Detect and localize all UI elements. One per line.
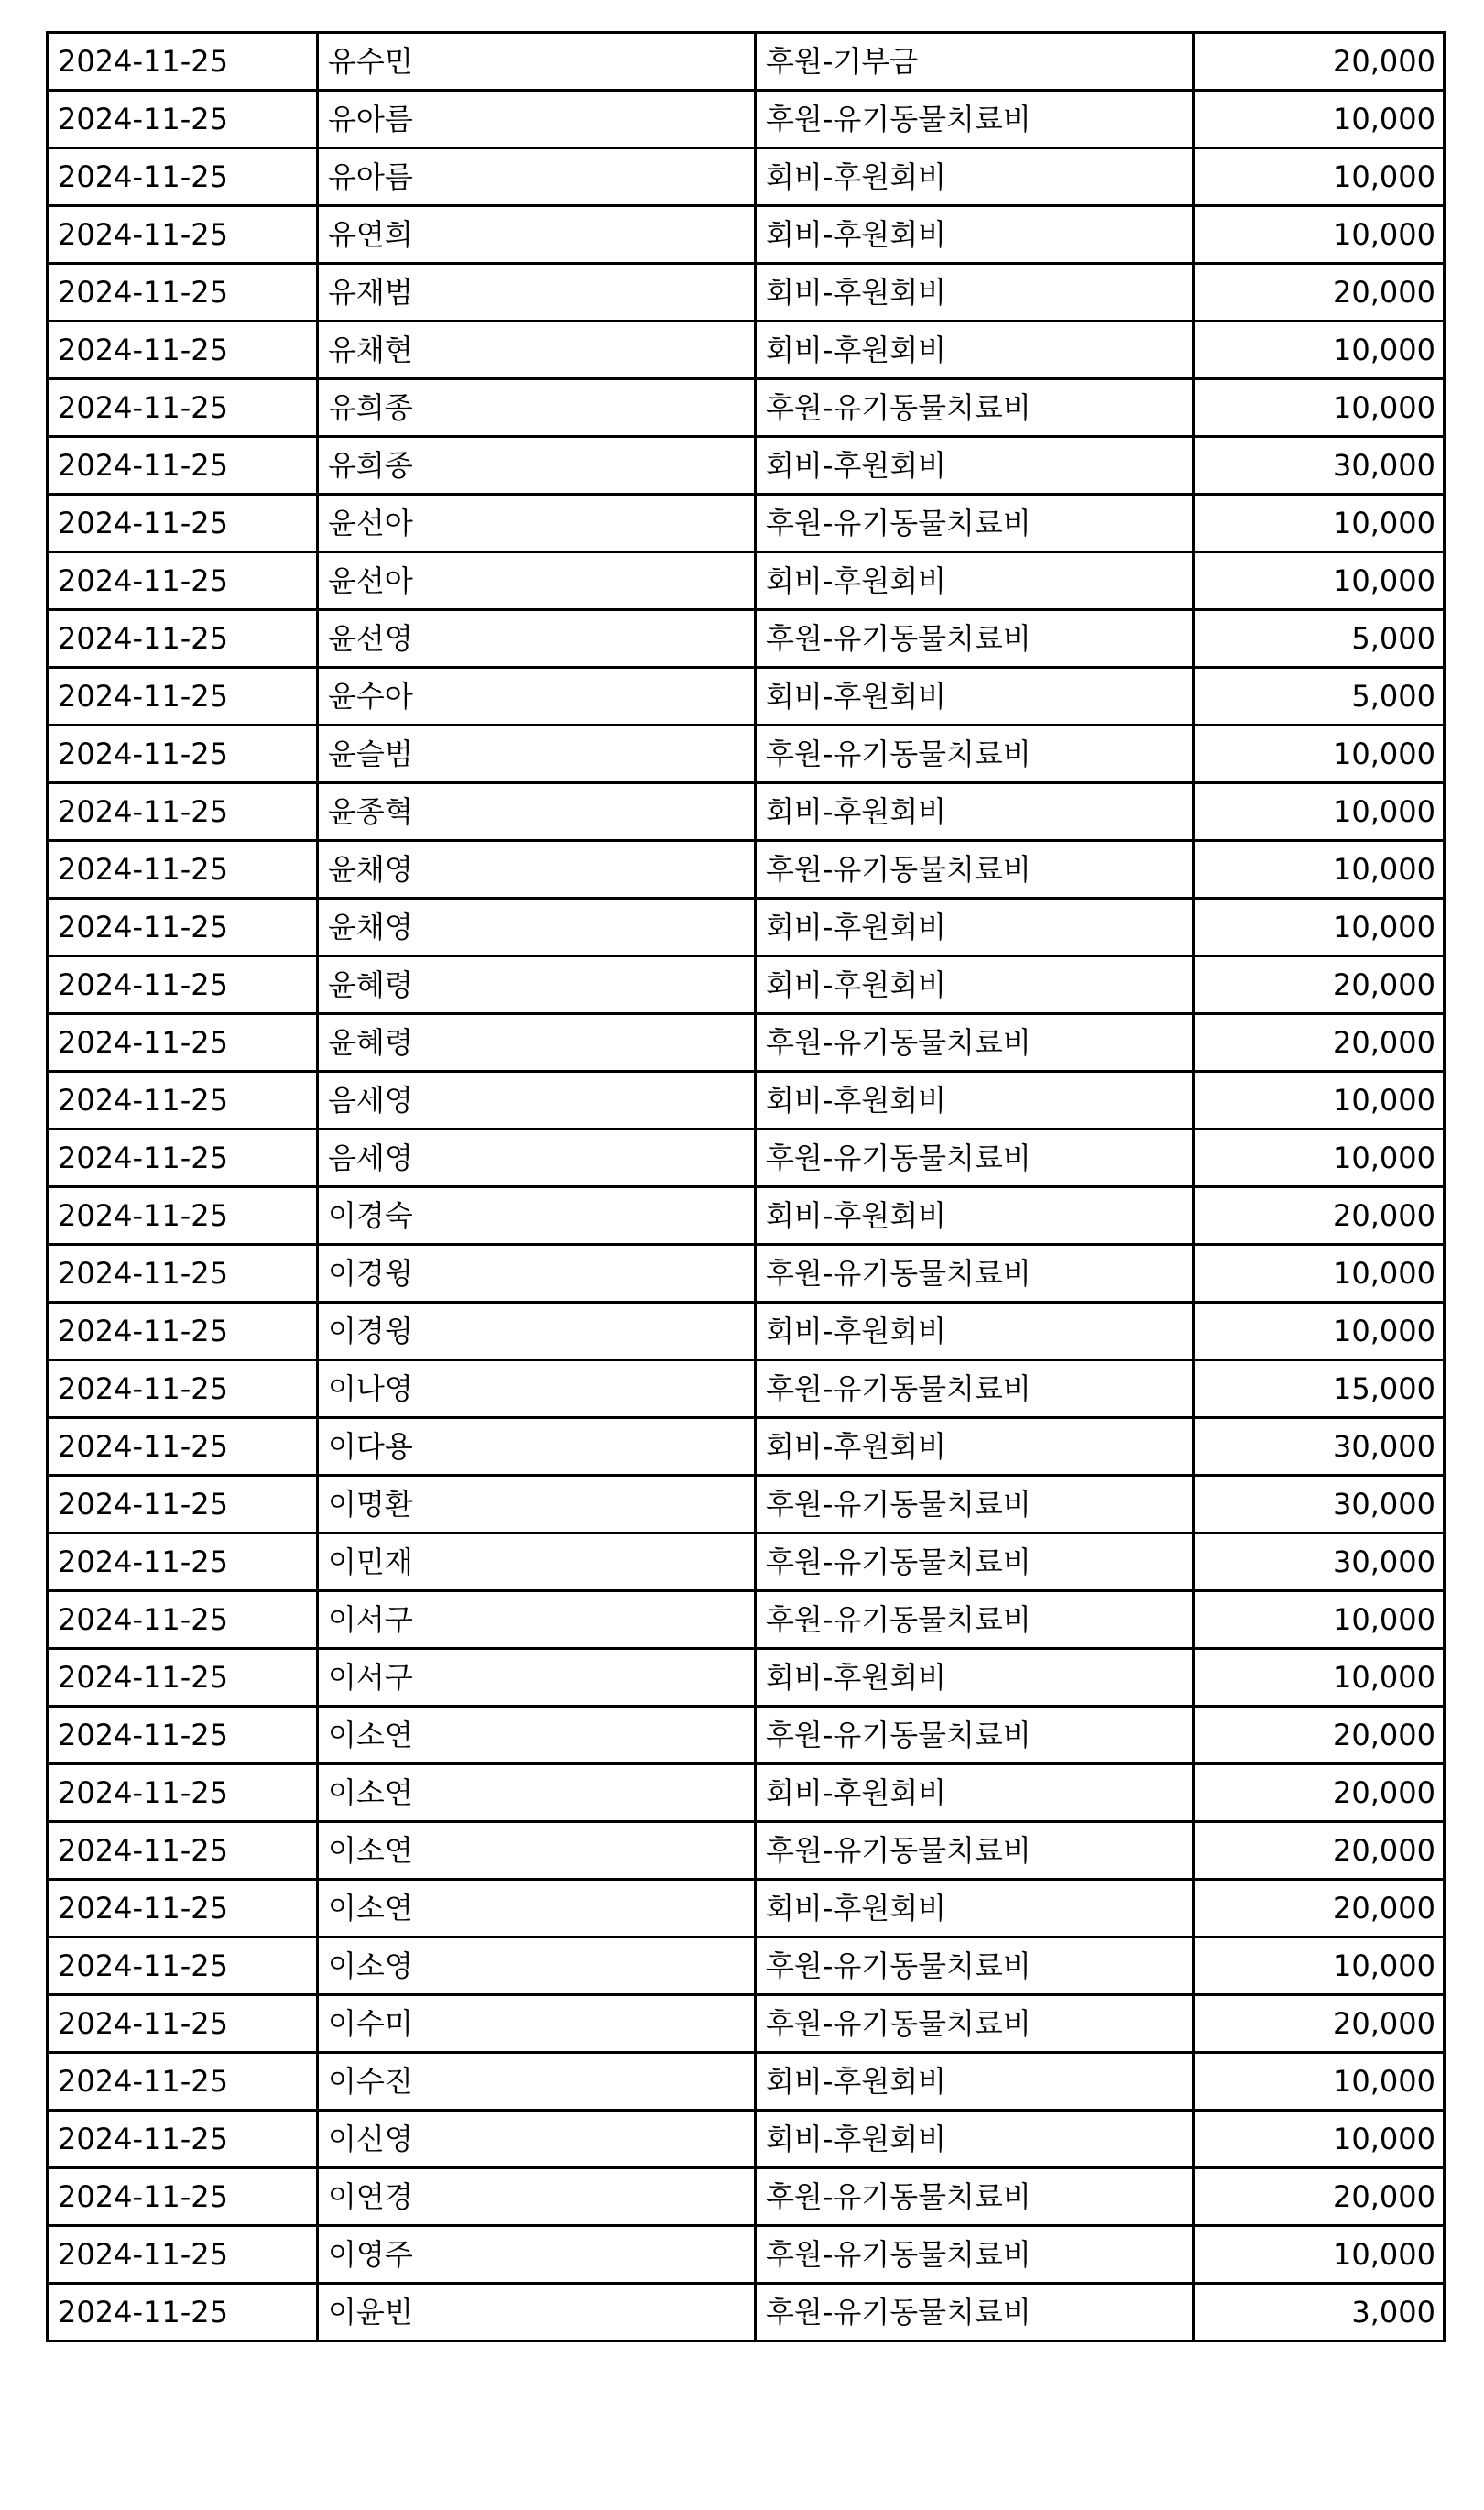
table-row: [48, 1995, 1445, 2053]
donor-name-cell: 이영주: [318, 2226, 756, 2284]
donor-name-cell: 유채현: [318, 322, 756, 379]
donor-name-cell: 이명환: [318, 1476, 756, 1533]
category-cell: 회비-후원회비: [756, 2111, 1194, 2168]
category-cell: 후원-유기동물치료비: [756, 1533, 1194, 1591]
table-row: [48, 1880, 1445, 1937]
amount-cell: 10,000: [1194, 379, 1445, 437]
table-row: [48, 2168, 1445, 2226]
date-cell: 2024-11-25: [48, 1937, 318, 1995]
table-row: [48, 1303, 1445, 1360]
date-cell: 2024-11-25: [48, 783, 318, 841]
category-cell: 회비-후원회비: [756, 1303, 1194, 1360]
date-cell: 2024-11-25: [48, 264, 318, 322]
amount-cell: 10,000: [1194, 1591, 1445, 1649]
table-row: [48, 956, 1445, 1014]
ledger-body: [48, 33, 1445, 2341]
amount-cell: 10,000: [1194, 2053, 1445, 2111]
donor-name-cell: 윤슬범: [318, 726, 756, 783]
donor-name-cell: 윤혜령: [318, 1014, 756, 1072]
donor-name-cell: 이서구: [318, 1591, 756, 1649]
date-cell: 2024-11-25: [48, 552, 318, 610]
category-cell: 후원-유기동물치료비: [756, 2284, 1194, 2341]
category-cell: 회비-후원회비: [756, 899, 1194, 956]
table-row: [48, 1937, 1445, 1995]
table-row: [48, 206, 1445, 264]
donor-name-cell: 이민재: [318, 1533, 756, 1591]
amount-cell: 10,000: [1194, 2111, 1445, 2168]
date-cell: 2024-11-25: [48, 610, 318, 668]
amount-cell: 20,000: [1194, 1707, 1445, 1764]
amount-cell: 10,000: [1194, 1649, 1445, 1707]
date-cell: 2024-11-25: [48, 1245, 318, 1303]
amount-cell: 30,000: [1194, 1476, 1445, 1533]
category-cell: 회비-후원회비: [756, 148, 1194, 206]
category-cell: 회비-후원회비: [756, 1880, 1194, 1937]
category-cell: 후원-유기동물치료비: [756, 1591, 1194, 1649]
table-row: [48, 610, 1445, 668]
amount-cell: 20,000: [1194, 1014, 1445, 1072]
amount-cell: 10,000: [1194, 495, 1445, 552]
date-cell: 2024-11-25: [48, 437, 318, 495]
donor-name-cell: 윤채영: [318, 899, 756, 956]
date-cell: 2024-11-25: [48, 1072, 318, 1130]
donor-name-cell: 이경윙: [318, 1303, 756, 1360]
donor-name-cell: 이나영: [318, 1360, 756, 1418]
category-cell: 후원-유기동물치료비: [756, 1360, 1194, 1418]
amount-cell: 20,000: [1194, 956, 1445, 1014]
category-cell: 후원-유기동물치료비: [756, 1707, 1194, 1764]
table-row: [48, 552, 1445, 610]
category-cell: 회비-후원회비: [756, 437, 1194, 495]
donor-name-cell: 이소영: [318, 1937, 756, 1995]
category-cell: 후원-기부금: [756, 33, 1194, 91]
table-row: [48, 1764, 1445, 1822]
date-cell: 2024-11-25: [48, 841, 318, 899]
category-cell: 후원-유기동물치료비: [756, 610, 1194, 668]
category-cell: 후원-유기동물치료비: [756, 379, 1194, 437]
donor-name-cell: 이소연: [318, 1764, 756, 1822]
table-row: [48, 1360, 1445, 1418]
donor-name-cell: 이경윙: [318, 1245, 756, 1303]
date-cell: 2024-11-25: [48, 1591, 318, 1649]
table-row: [48, 1130, 1445, 1187]
table-row: [48, 1476, 1445, 1533]
donor-name-cell: 윤수아: [318, 668, 756, 726]
donor-name-cell: 유수민: [318, 33, 756, 91]
table-row: [48, 2226, 1445, 2284]
date-cell: 2024-11-25: [48, 1533, 318, 1591]
date-cell: 2024-11-25: [48, 668, 318, 726]
category-cell: 회비-후원회비: [756, 264, 1194, 322]
date-cell: 2024-11-25: [48, 1303, 318, 1360]
donor-name-cell: 이소연: [318, 1880, 756, 1937]
date-cell: 2024-11-25: [48, 1764, 318, 1822]
donor-name-cell: 유희종: [318, 437, 756, 495]
date-cell: 2024-11-25: [48, 1476, 318, 1533]
category-cell: 후원-유기동물치료비: [756, 1014, 1194, 1072]
donor-name-cell: 유희종: [318, 379, 756, 437]
amount-cell: 3,000: [1194, 2284, 1445, 2341]
category-cell: 회비-후원회비: [756, 552, 1194, 610]
table-row: [48, 726, 1445, 783]
amount-cell: 10,000: [1194, 1937, 1445, 1995]
donor-name-cell: 이소연: [318, 1707, 756, 1764]
donor-name-cell: 윤선아: [318, 552, 756, 610]
date-cell: 2024-11-25: [48, 2284, 318, 2341]
amount-cell: 10,000: [1194, 206, 1445, 264]
table-row: [48, 1822, 1445, 1880]
date-cell: 2024-11-25: [48, 495, 318, 552]
table-row: [48, 1649, 1445, 1707]
donor-name-cell: 유재범: [318, 264, 756, 322]
donor-name-cell: 이수진: [318, 2053, 756, 2111]
donor-name-cell: 음세영: [318, 1130, 756, 1187]
donor-name-cell: 이윤빈: [318, 2284, 756, 2341]
amount-cell: 10,000: [1194, 2226, 1445, 2284]
table-row: [48, 322, 1445, 379]
date-cell: 2024-11-25: [48, 2111, 318, 2168]
category-cell: 회비-후원회비: [756, 1187, 1194, 1245]
date-cell: 2024-11-25: [48, 899, 318, 956]
donation-ledger-table: [46, 31, 1446, 2342]
table-row: [48, 1014, 1445, 1072]
category-cell: 후원-유기동물치료비: [756, 495, 1194, 552]
category-cell: 후원-유기동물치료비: [756, 1476, 1194, 1533]
category-cell: 회비-후원회비: [756, 668, 1194, 726]
date-cell: 2024-11-25: [48, 1822, 318, 1880]
category-cell: 회비-후원회비: [756, 1072, 1194, 1130]
date-cell: 2024-11-25: [48, 1418, 318, 1476]
table-row: [48, 2053, 1445, 2111]
donor-name-cell: 유아름: [318, 91, 756, 148]
category-cell: 회비-후원회비: [756, 1649, 1194, 1707]
donor-name-cell: 이연경: [318, 2168, 756, 2226]
amount-cell: 10,000: [1194, 322, 1445, 379]
category-cell: 후원-유기동물치료비: [756, 726, 1194, 783]
category-cell: 회비-후원회비: [756, 2053, 1194, 2111]
donor-name-cell: 유연희: [318, 206, 756, 264]
amount-cell: 10,000: [1194, 899, 1445, 956]
amount-cell: 10,000: [1194, 1245, 1445, 1303]
table-row: [48, 495, 1445, 552]
date-cell: 2024-11-25: [48, 148, 318, 206]
category-cell: 후원-유기동물치료비: [756, 1822, 1194, 1880]
date-cell: 2024-11-25: [48, 1014, 318, 1072]
donor-name-cell: 윤종혁: [318, 783, 756, 841]
date-cell: 2024-11-25: [48, 1187, 318, 1245]
date-cell: 2024-11-25: [48, 1995, 318, 2053]
donor-name-cell: 이서구: [318, 1649, 756, 1707]
date-cell: 2024-11-25: [48, 2053, 318, 2111]
amount-cell: 10,000: [1194, 91, 1445, 148]
amount-cell: 20,000: [1194, 1822, 1445, 1880]
date-cell: 2024-11-25: [48, 1130, 318, 1187]
table-row: [48, 1072, 1445, 1130]
category-cell: 후원-유기동물치료비: [756, 91, 1194, 148]
donor-name-cell: 이소연: [318, 1822, 756, 1880]
donor-name-cell: 유아름: [318, 148, 756, 206]
category-cell: 회비-후원회비: [756, 206, 1194, 264]
amount-cell: 20,000: [1194, 1187, 1445, 1245]
date-cell: 2024-11-25: [48, 956, 318, 1014]
table-row: [48, 264, 1445, 322]
amount-cell: 10,000: [1194, 841, 1445, 899]
donor-name-cell: 음세영: [318, 1072, 756, 1130]
amount-cell: 20,000: [1194, 33, 1445, 91]
table-row: [48, 1591, 1445, 1649]
donor-name-cell: 윤선아: [318, 495, 756, 552]
donor-name-cell: 윤채영: [318, 841, 756, 899]
amount-cell: 10,000: [1194, 552, 1445, 610]
table-row: [48, 841, 1445, 899]
category-cell: 후원-유기동물치료비: [756, 1995, 1194, 2053]
amount-cell: 15,000: [1194, 1360, 1445, 1418]
date-cell: 2024-11-25: [48, 322, 318, 379]
date-cell: 2024-11-25: [48, 206, 318, 264]
amount-cell: 20,000: [1194, 1764, 1445, 1822]
table-row: [48, 783, 1445, 841]
amount-cell: 30,000: [1194, 1533, 1445, 1591]
amount-cell: 20,000: [1194, 2168, 1445, 2226]
table-row: [48, 437, 1445, 495]
category-cell: 회비-후원회비: [756, 322, 1194, 379]
table-row: [48, 1418, 1445, 1476]
date-cell: 2024-11-25: [48, 2168, 318, 2226]
table-row: [48, 1533, 1445, 1591]
donor-name-cell: 이수미: [318, 1995, 756, 2053]
table-row: [48, 91, 1445, 148]
donor-name-cell: 윤혜령: [318, 956, 756, 1014]
amount-cell: 10,000: [1194, 1130, 1445, 1187]
amount-cell: 20,000: [1194, 264, 1445, 322]
date-cell: 2024-11-25: [48, 33, 318, 91]
category-cell: 후원-유기동물치료비: [756, 2226, 1194, 2284]
table-row: [48, 668, 1445, 726]
date-cell: 2024-11-25: [48, 1360, 318, 1418]
table-row: [48, 899, 1445, 956]
date-cell: 2024-11-25: [48, 1707, 318, 1764]
category-cell: 회비-후원회비: [756, 956, 1194, 1014]
date-cell: 2024-11-25: [48, 2226, 318, 2284]
table-row: [48, 379, 1445, 437]
donor-name-cell: 이다용: [318, 1418, 756, 1476]
date-cell: 2024-11-25: [48, 379, 318, 437]
category-cell: 회비-후원회비: [756, 783, 1194, 841]
table-row: [48, 2111, 1445, 2168]
amount-cell: 10,000: [1194, 783, 1445, 841]
amount-cell: 5,000: [1194, 610, 1445, 668]
amount-cell: 20,000: [1194, 1995, 1445, 2053]
amount-cell: 30,000: [1194, 437, 1445, 495]
table-row: [48, 33, 1445, 91]
category-cell: 후원-유기동물치료비: [756, 841, 1194, 899]
date-cell: 2024-11-25: [48, 91, 318, 148]
table-row: [48, 1707, 1445, 1764]
table-row: [48, 1187, 1445, 1245]
category-cell: 후원-유기동물치료비: [756, 1937, 1194, 1995]
table-row: [48, 148, 1445, 206]
donor-name-cell: 이경숙: [318, 1187, 756, 1245]
table-row: [48, 1245, 1445, 1303]
amount-cell: 10,000: [1194, 1072, 1445, 1130]
category-cell: 후원-유기동물치료비: [756, 2168, 1194, 2226]
category-cell: 회비-후원회비: [756, 1764, 1194, 1822]
date-cell: 2024-11-25: [48, 1880, 318, 1937]
category-cell: 회비-후원회비: [756, 1418, 1194, 1476]
date-cell: 2024-11-25: [48, 1649, 318, 1707]
amount-cell: 30,000: [1194, 1418, 1445, 1476]
donor-name-cell: 윤선영: [318, 610, 756, 668]
amount-cell: 10,000: [1194, 1303, 1445, 1360]
date-cell: 2024-11-25: [48, 726, 318, 783]
category-cell: 후원-유기동물치료비: [756, 1245, 1194, 1303]
category-cell: 후원-유기동물치료비: [756, 1130, 1194, 1187]
table-row: [48, 2284, 1445, 2341]
donor-name-cell: 이신영: [318, 2111, 756, 2168]
amount-cell: 20,000: [1194, 1880, 1445, 1937]
amount-cell: 10,000: [1194, 148, 1445, 206]
amount-cell: 10,000: [1194, 726, 1445, 783]
amount-cell: 5,000: [1194, 668, 1445, 726]
